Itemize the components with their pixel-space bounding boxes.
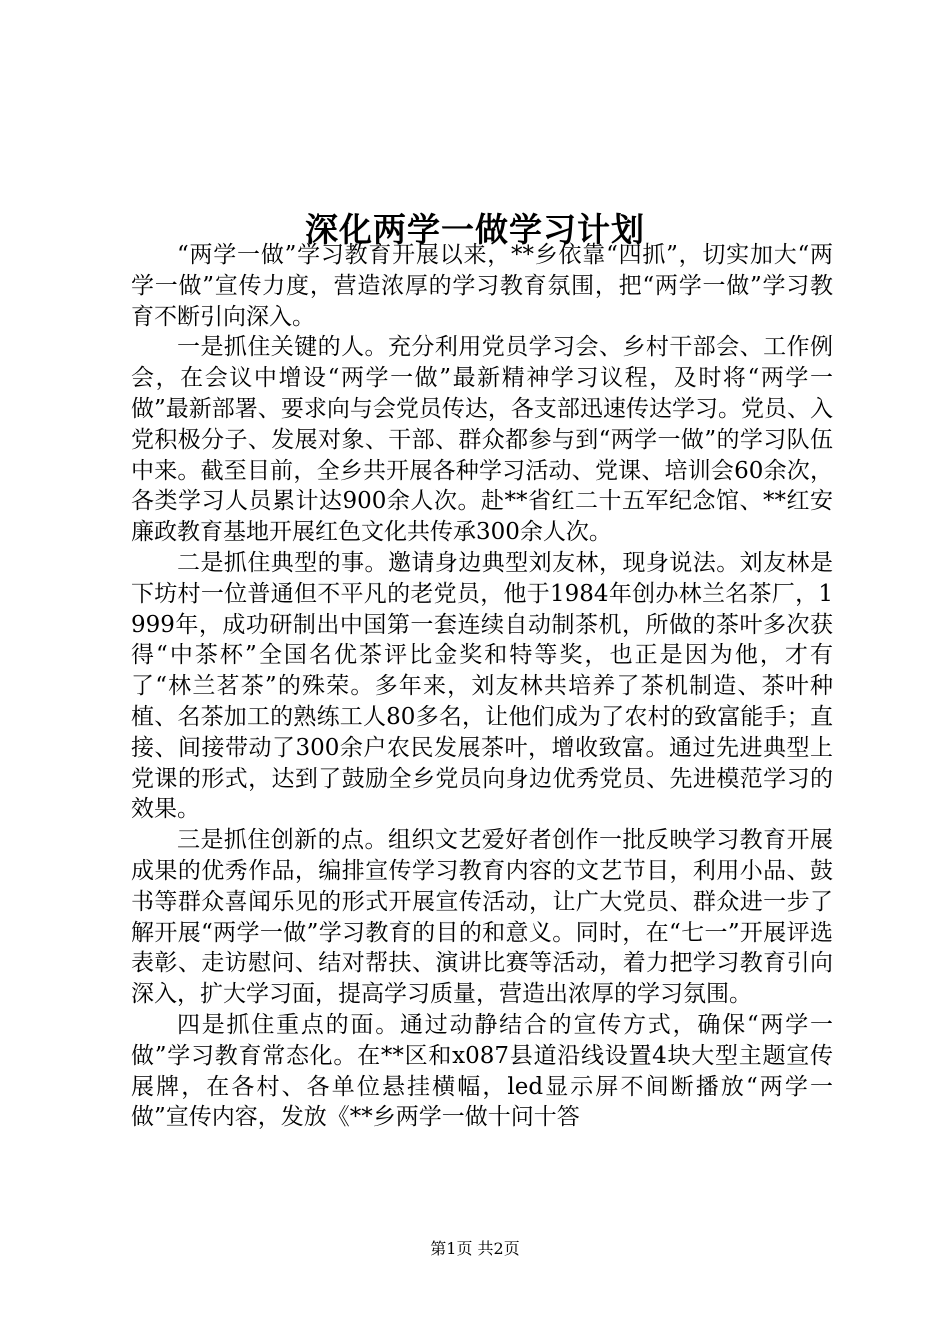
paragraph-key-areas: 四是抓住重点的面。通过动静结合的宣传方式，确保“两学一做”学习教育常态化。在**区和x087县道沿线设置4块大型主题宣传展牌，在各村、各单位悬挂横幅，led显示屏不间断播放“两学一做”宣传内容，发放《**乡两学一做十问十答 bbox=[131, 1011, 833, 1131]
paragraph-key-people: 一是抓住关键的人。充分利用党员学习会、乡村干部会、工作例会，在会议中增设“两学一做”最新精神学习议程，及时将“两学一做”最新部署、要求向与会党员传达，各支部迅速传达学习。党员、入党积极分子、发展对象、干部、群众都参与到“两学一做”的学习队伍中来。截至目前，全乡共开展各种学习活动、党课、培训会60余次，各类学习人员累计达900余人次。赴**省红二十五军纪念馆、**红安廉政教育基地开展红色文化共传承300余人次。 bbox=[131, 334, 833, 546]
paragraph-intro: “两学一做”学习教育开展以来，**乡依靠“四抓”，切实加大“两学一做”宣传力度，营造浓厚的学习教育氛围，把“两学一做”学习教育不断引向深入。 bbox=[131, 242, 833, 330]
document-body bbox=[131, 240, 833, 1133]
paragraph-typical-cases: 二是抓住典型的事。邀请身边典型刘友林，现身说法。刘友林是下坊村一位普通但不平凡的老党员，他于1984年创办林兰名茶厂，1999年，成功研制出中国第一套连续自动制茶机，所做的茶叶多次获得“中茶杯”全国名优茶评比金奖和特等奖，也正是因为他，才有了“林兰茗茶”的殊荣。多年来，刘友林共培养了茶机制造、茶叶种植、名茶加工的熟练工人80多名，让他们成为了农村的致富能手；直接、间接带动了300余户农民发展茶叶，增收致富。通过先进典型上党课的形式，达到了鼓励全乡党员向身边优秀党员、先进模范学习的效果。 bbox=[131, 549, 833, 823]
page-footer: 第1页 共2页 bbox=[430, 1239, 520, 1258]
paragraph-innovation: 三是抓住创新的点。组织文艺爱好者创作一批反映学习教育开展成果的优秀作品，编排宣传学习教育内容的文艺节目，利用小品、鼓书等群众喜闻乐见的形式开展宣传活动，让广大党员、群众进一步了解开展“两学一做”学习教育的目的和意义。同时，在“七一”开展评选表彰、走访慰问、结对帮扶、演讲比赛等活动，着力把学习教育引向深入，扩大学习面，提高学习质量，营造出浓厚的学习氛围。 bbox=[131, 827, 833, 1008]
document-title: 深化两学一做学习计划 bbox=[305, 210, 645, 250]
